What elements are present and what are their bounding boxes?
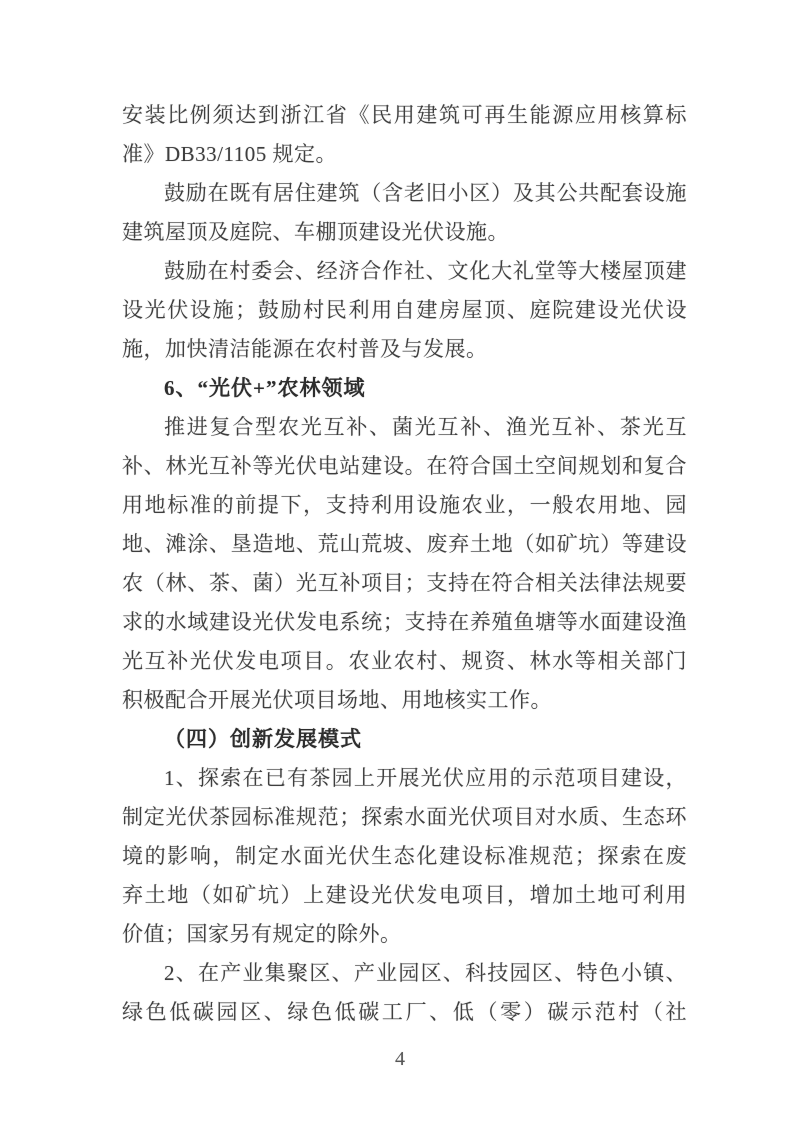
text-line: 1、探索在已有茶园上开展光伏应用的示范项目建设， bbox=[164, 766, 687, 790]
text-line: 光互补光伏发电项目。农业农村、规资、林水等相关部门 bbox=[122, 649, 687, 673]
text-line: 境的影响，制定水面光伏生态化建设标准规范；探索在废 bbox=[122, 844, 687, 868]
text-line: 绿色低碳园区、绿色低碳工厂、低（零）碳示范村（社 bbox=[122, 1000, 687, 1024]
section-heading-innovation-model: （四）创新发展模式 bbox=[164, 727, 362, 751]
text-line: 推进复合型农光互补、菌光互补、渔光互补、茶光互 bbox=[164, 415, 687, 439]
text-line: 弃土地（如矿坑）上建设光伏发电项目，增加土地可利用 bbox=[122, 883, 687, 907]
section-heading-pv-agriculture: 6、“光伏+”农林领域 bbox=[164, 376, 366, 400]
text-line: 设光伏设施；鼓励村民利用自建房屋顶、庭院建设光伏设 bbox=[122, 298, 687, 322]
text-line: 价值；国家另有规定的除外。 bbox=[122, 922, 402, 946]
text-line: 制定光伏茶园标准规范；探索水面光伏项目对水质、生态环 bbox=[122, 805, 687, 829]
text-line: 安装比例须达到浙江省《民用建筑可再生能源应用核算标 bbox=[122, 103, 687, 127]
text-line: 地、滩涂、垦造地、荒山荒坡、废弃土地（如矿坑）等建设 bbox=[122, 532, 687, 556]
text-line: 建筑屋顶及庭院、车棚顶建设光伏设施。 bbox=[122, 220, 509, 244]
text-line: 鼓励在既有居住建筑（含老旧小区）及其公共配套设施 bbox=[164, 181, 687, 205]
text-line: 补、林光互补等光伏电站建设。在符合国土空间规划和复合 bbox=[122, 454, 687, 478]
text-line: 积极配合开展光伏项目场地、用地核实工作。 bbox=[122, 688, 552, 712]
text-line: 农（林、茶、菌）光互补项目；支持在符合相关法律法规要 bbox=[122, 571, 687, 595]
text-line: 2、在产业集聚区、产业园区、科技园区、特色小镇、 bbox=[164, 961, 687, 985]
text-line: 用地标准的前提下，支持利用设施农业，一般农用地、园 bbox=[122, 493, 687, 517]
text-line: 施，加快清洁能源在农村普及与发展。 bbox=[122, 337, 488, 361]
text-line: 求的水域建设光伏发电系统；支持在养殖鱼塘等水面建设渔 bbox=[122, 610, 687, 634]
page-number: 4 bbox=[395, 1048, 405, 1070]
text-line: 准》DB33/1105 规定。 bbox=[122, 142, 337, 166]
text-line: 鼓励在村委会、经济合作社、文化大礼堂等大楼屋顶建 bbox=[164, 259, 687, 283]
